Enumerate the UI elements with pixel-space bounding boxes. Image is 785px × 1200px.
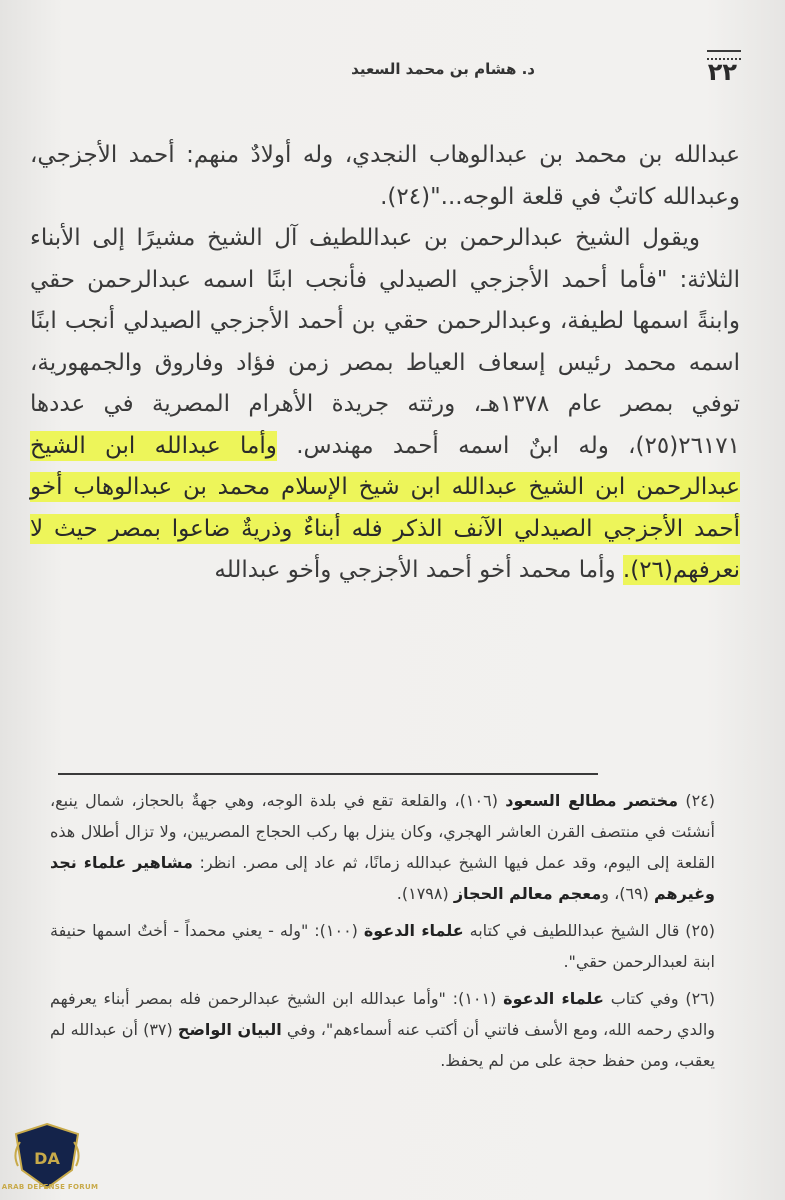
- footnote-26-text-b: (١٠١): "وأما عبدالله ابن الشيخ عبدالرحمن فله بمصر أبناء يعرفهم والدي رحمه الله، ومع الأسف فاتني أن أكتب عنه أسماءهم"، وفي: [50, 989, 716, 1039]
- paragraph-2-text: ويقول الشيخ عبدالرحمن بن عبداللطيف آل الشيخ مشيرًا إلى الأبناء الثلاثة: "فأما أحمد الأجزجي الصيدلي فأنجب ابنًا اسمه عبدالرحمن حقي وابنةً اسمها لطيفة، وعبدالرحمن حقي بن أحمد الأجزجي الصيدلي أنجب ابنًا اسمه محمد رئيس إسعاف العياط بمصر زمن فؤاد وفاروق والجمهورية، توفي بمصر عام ١٣٧٨هـ، ورثته جريدة الأهرام المصرية في عددها ٢٦١٧١(٢٥)، وله ابنٌ اسمه أحمد مهندس.: [30, 225, 741, 459]
- paragraph-2-tail: وأما محمد أخو أحمد الأجزجي وأخو عبدالله: [214, 557, 616, 583]
- footnote-24-text-1: (١٠٦)، والقلعة تقع في بلدة الوجه، وهي جهةٌ بالحجاز، شمال ينبع، أنشئت في منتصف القرن العاشر الهجري، وكان ينزل بها ركب الحجاج المصريين، ولا تزال أطلال هذه القلعة إلى اليوم، وقد عمل فيها الشيخ عبدالله زمانًا، ثم عاد إلى مصر. انظر:: [50, 791, 715, 872]
- footnote-separator: [58, 773, 598, 775]
- footnote-24-text-2: (٦٩)، و: [601, 884, 649, 903]
- forum-logo-icon: [8, 1120, 86, 1192]
- footnote-24-source-2: مشاهير علماء نجد وغيرهم: [50, 853, 715, 903]
- watermark-label: ARAB DEFENSE FORUM: [1, 1183, 99, 1191]
- footnote-26-text-c: (٣٧) أن عبدالله لم يعقب، ومن حفظ حجة على من لم يحفظ.: [50, 1020, 715, 1070]
- logo-badge: DA: [34, 1149, 60, 1168]
- highlighted-passage: وأما عبدالله ابن الشيخ عبدالرحمن ابن الشيخ عبدالله ابن شيخ الإسلام محمد بن عبدالوهاب أخو أحمد الأجزجي الصيدلي الآنف الذكر فله أبناءٌ وذريةٌ ضاعوا بمصر حيث لا نعرفهم(٢٦).: [30, 432, 740, 583]
- footnote-26: [50, 983, 715, 1076]
- footnote-25: [50, 915, 715, 977]
- footnote-25-text-b: (١٠٠): "وله - يعني محمداً - أختٌ اسمها حنيفة ابنة لعبدالرحمن حقي".: [50, 921, 715, 971]
- paragraph-1: عبدالله بن محمد بن عبدالوهاب النجدي، وله أولادٌ منهم: أحمد الأجزجي، وعبدالله كاتبٌ في قلعة الوجه..."(٢٤).: [30, 142, 740, 210]
- footnote-24-source-1: مختصر مطالع السعود: [505, 791, 678, 810]
- author-name: د. هشام بن محمد السعيد: [351, 60, 535, 78]
- footnote-24-number: (٢٤): [685, 791, 715, 810]
- footnote-25-text-a: (٢٥) قال الشيخ عبداللطيف في كتابه: [469, 921, 715, 940]
- footnote-26-source-2: البيان الواضح: [177, 1020, 282, 1039]
- footnote-25-source: علماء الدعوة: [363, 921, 464, 940]
- main-text: [30, 135, 740, 592]
- footnote-24: [50, 785, 715, 909]
- footnote-24-source-3: معجم معالم الحجاز: [453, 884, 602, 903]
- paragraph-2: [30, 218, 740, 592]
- footnotes: [50, 785, 715, 1082]
- running-header: [0, 40, 785, 100]
- footnote-26-source-1: علماء الدعوة: [503, 989, 604, 1008]
- footnote-24-text-3: (١٧٩٨).: [396, 884, 449, 903]
- page-number: ٢٢: [707, 58, 737, 86]
- footnote-26-text-a: (٢٦) وفي كتاب: [610, 989, 716, 1008]
